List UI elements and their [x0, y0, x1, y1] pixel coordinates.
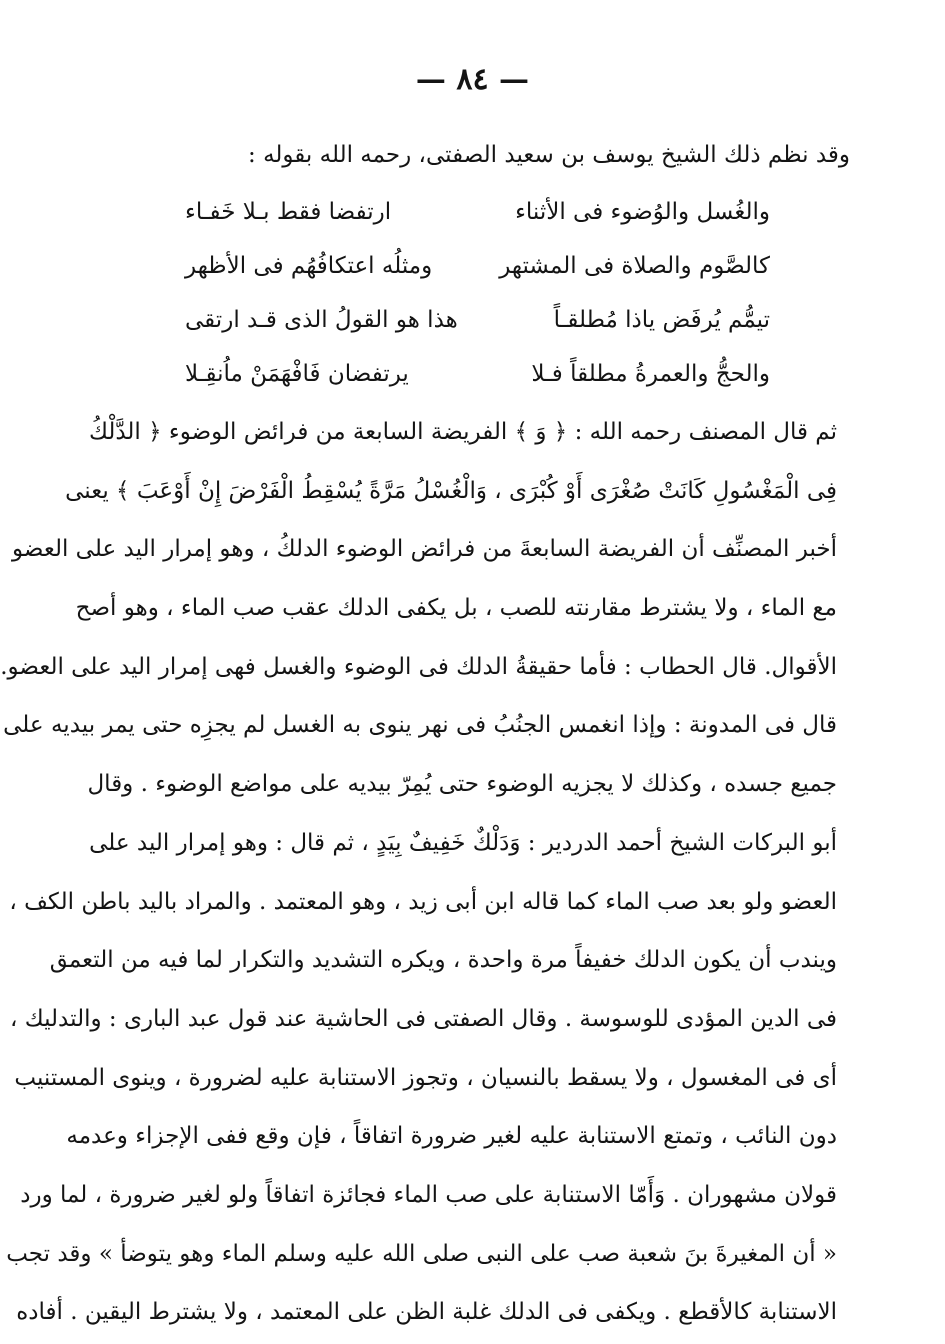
body-line: أى فى المغسول ، ولا يسقط بالنسيان ، وتجوز الاستنابة عليه لضرورة ، وينوى المستنيب — [14, 1064, 837, 1091]
body-line: العضو ولو بعد صب الماء كما قاله ابن أبى زيد ، وهو المعتمد . والمراد باليد باطن الكف ، — [9, 888, 837, 915]
verse-1-first-hemistich: والغُسل والوُضوء فى الأثناء — [515, 199, 770, 225]
body-line: أخبر المصنِّف أن الفريضة السابعةَ من فرائض الوضوء الدلكُ ، وهو إمرار اليد على العضو — [12, 536, 837, 563]
intro-line: وقد نظم ذلك الشيخ يوسف بن سعيد الصفتى، رحمه الله بقوله : — [248, 142, 850, 168]
body-line: جميع جسده ، وكذلك لا يجزيه الوضوء حتى يُمِرّ بيديه على مواضع الوضوء . وقال — [87, 771, 837, 798]
body-line: أبو البركات الشيخ أحمد الدردير : وَدَلْكٌ خَفِيفٌ بِيَدٍ ، ثم قال : وهو إمرار اليد على — [89, 829, 837, 856]
verse-3-first-hemistich: تيمُّم يُرفَض ياذا مُطلقـاً — [553, 307, 770, 333]
body-line: دون النائب ، وتمتع الاستنابة عليه لغير ضرورة اتفاقاً ، فإن وقع ففى الإجزاء وعدمه — [66, 1123, 837, 1150]
body-line: قولان مشهوران . وَأَمّا الاستنابة على صب الماء فجائزة اتفاقاً ولو لغير ضرورة ، لما ورد — [20, 1181, 837, 1208]
body-line: « أن المغيرةَ بنَ شعبة صب على النبى صلى الله عليه وسلم الماء وهو يتوضأ » وقد تجب — [6, 1240, 837, 1267]
body-line: قال فى المدونة : وإذا انغمس الجنُبُ فى نهر ينوى به الغسل لم يجزِه حتى يمر بيديه على — [3, 712, 837, 739]
page-number: — ٨٤ — — [415, 62, 530, 97]
body-line: ثم قال المصنف رحمه الله : ﴿ وَ ﴾ الفريضة السابعة من فرائض الوضوء ﴿ الدَّلْكُ — [88, 419, 837, 445]
poem-verses — [0, 188, 945, 398]
body-line: الاستنابة كالأقطع . ويكفى فى الدلك غلبة الظن على المعتمد ، ولا يشترط اليقين . أفاده — [16, 1299, 837, 1326]
verse-2 — [0, 242, 945, 294]
verse-4 — [0, 350, 945, 402]
verse-4-second-hemistich: يرتفضان فَافْهَمَنْ ماُنقِـلا — [185, 361, 409, 387]
verse-3-second-hemistich: هذا هو القولُ الذى قـد ارتقى — [185, 307, 458, 333]
body-line: الأقوال. قال الحطاب : فأما حقيقةُ الدلك فى الوضوء والغسل فهى إمرار اليد على العضو. — [0, 653, 837, 680]
body-line: مع الماء ، ولا يشترط مقارنته للصب ، بل يكفى الدلك عقب صب الماء ، وهو أصح — [75, 595, 837, 622]
verse-1-second-hemistich: ارتفضا فقط بـلا خَفـاء — [185, 199, 392, 225]
verse-4-first-hemistich: والحجُّ والعمرةُ مطلقاً فـلا — [531, 361, 770, 387]
body-line: ويندب أن يكون الدلك خفيفاً مرة واحدة ، ويكره التشديد والتكرار لما فيه من التعمق — [49, 947, 837, 974]
body-line: فى الدين المؤدى للوسوسة . وقال الصفتى فى الحاشية عند قول عبد البارى : والتدليك ، — [9, 1005, 837, 1032]
commentary-body — [0, 403, 837, 1342]
verse-1 — [0, 188, 945, 240]
verse-2-first-hemistich: كالصَّوم والصلاة فى المشتهر — [499, 253, 770, 279]
body-line: فِى الْمَغْسُولِ كَانَتْ صُغْرَى أَوْ كُبْرَى ، وَالْغُسْلُ مَرَّةً يُسْقِطُ الْفَرْضَ إِنْ أَوْعَبَ ﴾ يعنى — [65, 477, 837, 504]
verse-3 — [0, 296, 945, 348]
verse-2-second-hemistich: ومثلُه اعتكافُهُم فى الأظهر — [185, 253, 433, 279]
